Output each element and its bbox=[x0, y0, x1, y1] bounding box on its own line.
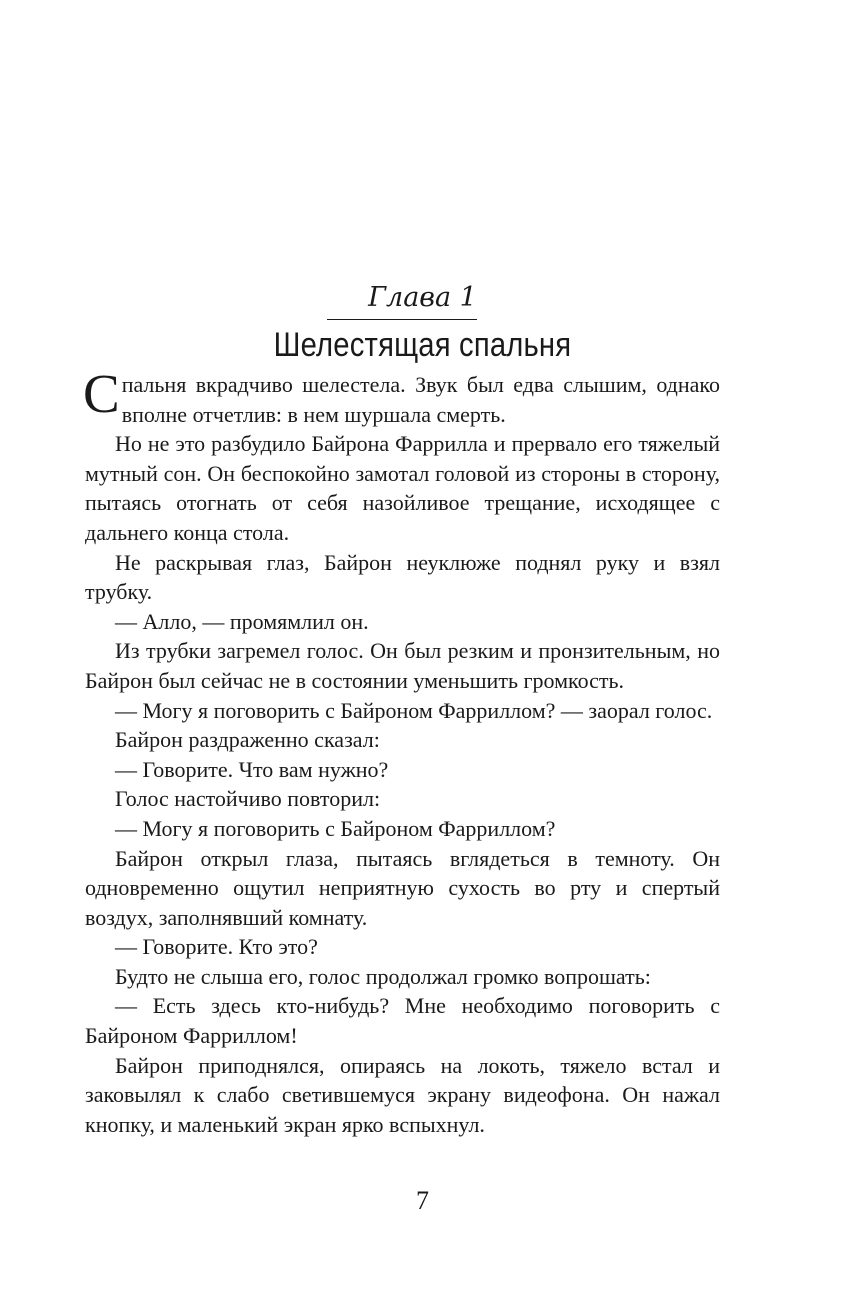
paragraph: Будто не слыша его, голос продолжал громко вопрошать: bbox=[115, 963, 651, 989]
paragraph: — Есть здесь кто-нибудь? Мне необходимо поговорить с Байроном Фарриллом! bbox=[85, 993, 720, 1049]
paragraph: Но не это разбудило Байрона Фаррилла и прервало его тяжелый мутный сон. Он беспокойно замотал головой из стороны в сторону, пытаясь отогнать от себя назойливое трещание, исходящее с дальнего конца стола. bbox=[85, 431, 720, 545]
paragraph: Не раскрывая глаз, Байрон неуклюже поднял руку и взял трубку. bbox=[85, 549, 720, 605]
chapter-divider bbox=[327, 319, 477, 320]
paragraph-text: пальня вкрадчиво шелестела. Звук был едва слышим, однако вполне отчетлив: в нем шуршала смерть. bbox=[121, 372, 720, 427]
chapter-label: Глава 1 bbox=[368, 282, 477, 313]
paragraph: Байрон раздраженно сказал: bbox=[115, 727, 380, 753]
paragraph: Из трубки загремел голос. Он был резким и пронзительным, но Байрон был сейчас не в состоянии уменьшить громкость. bbox=[85, 638, 720, 693]
page-number: 7 bbox=[416, 1186, 429, 1215]
paragraph: — Говорите. Кто это? bbox=[115, 934, 318, 960]
paragraph: Голос настойчиво повторил: bbox=[115, 786, 381, 812]
paragraph: — Могу я поговорить с Байроном Фарриллом? — заорал голос. bbox=[115, 697, 713, 723]
paragraph bbox=[83, 363, 720, 429]
drop-cap: С bbox=[83, 363, 120, 424]
paragraph: — Говорите. Что вам нужно? bbox=[115, 756, 389, 782]
paragraph: Байрон приподнялся, опираясь на локоть, тяжело встал и заковылял к слабо светившемуся экрану видеофона. Он нажал кнопку, и маленький экран ярко вспыхнул. bbox=[85, 1052, 720, 1137]
paragraph: — Алло, — промямлил он. bbox=[115, 608, 369, 634]
paragraph: — Могу я поговорить с Байроном Фарриллом? bbox=[115, 815, 556, 841]
chapter-body bbox=[83, 363, 720, 1139]
chapter-title: Шелестящая спальня bbox=[273, 326, 572, 364]
paragraph: Байрон открыл глаза, пытаясь вглядеться в темноту. Он одновременно ощутил неприятную сухость во рту и спертый воздух, заполнявший комнату. bbox=[85, 845, 720, 930]
